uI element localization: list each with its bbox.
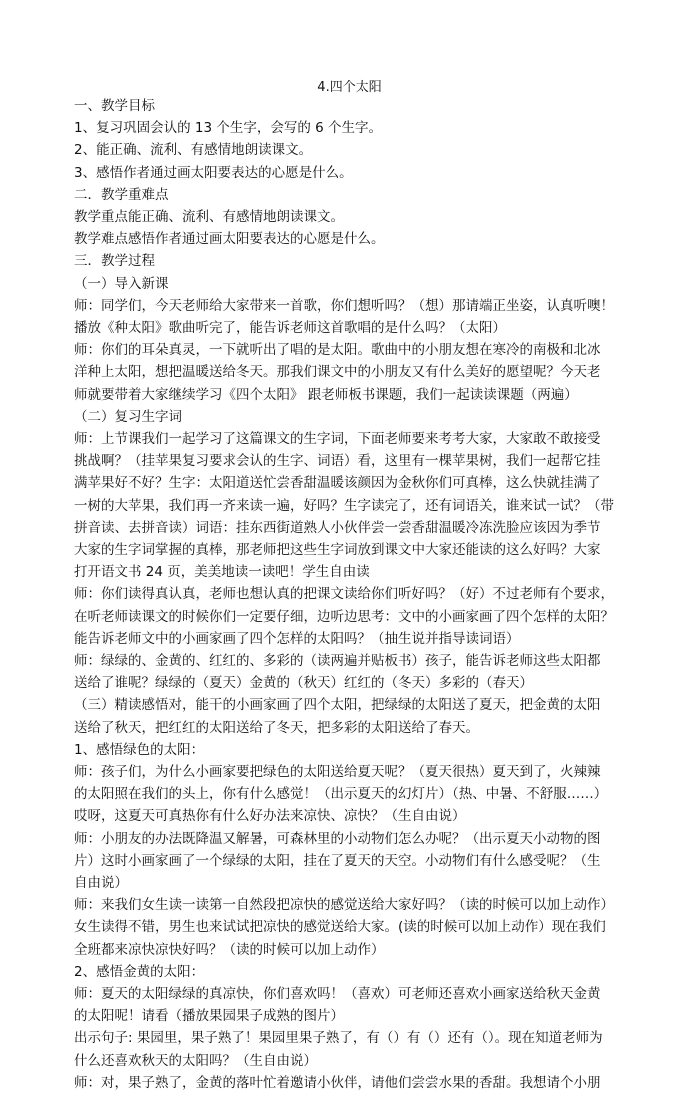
document-line: 播放《种太阳》歌曲听完了，能告诉老师这首歌唱的是什么吗？（太阳） (74, 320, 506, 336)
document-line: 哎呀，这夏天可真热你有什么好办法来凉快、凉快？（生自由说） (74, 808, 466, 825)
document-line: 1、感悟绿色的太阳： (74, 741, 205, 758)
document-line: 洋种上太阳，想把温暖送给冬天。那我们课文中的小朋友又有什么美好的愿望呢？今天老 (74, 364, 601, 381)
document-title: 4.四个太阳 (317, 80, 382, 95)
document-line: 拼音读、去拼音读）词语：挂东西街道熟人小伙伴尝一尝香甜温暖冷冻洗脸应该因为季节 (74, 519, 601, 536)
document-line: （三）精读感悟对，能干的小画家画了四个太阳，把绿绿的太阳送了夏天，把金黄的太阳 (74, 697, 601, 714)
document-line: 打开语文书 24 页，美美地读一读吧！学生自由读 (74, 564, 370, 581)
document-line: 2、感悟金黄的太阳： (74, 963, 205, 980)
document-line: 师：上节课我们一起学习了这篇课文的生字词，下面老师要来考考大家，大家敢不敢接受 (74, 431, 601, 447)
document-line: 师就要带着大家继续学习《四个太阳》 跟老师板书课题，我们一起读读课题（两遍） (74, 386, 578, 403)
document-line: 1、复习巩固会认的 13 个生字，会写的 6 个生字。 (74, 120, 383, 137)
document-line: 教学重点能正确、流利、有感情地朗读课文。 (74, 209, 344, 225)
document-line: 师：绿绿的、金黄的、红红的、多彩的（读两遍并贴板书）孩子，能告诉老师这些太阳都 (74, 653, 601, 669)
document-line: 满苹果好不好？生字：太阳道送忙尝香甜温暖该颜因为金秋你们可真棒，这么快就挂满了 (74, 475, 601, 492)
document-line: 挑战啊？（挂苹果复习要求会认的生字、词语）看，这里有一棵苹果树，我们一起帮它挂 (74, 453, 601, 470)
document-line: 的太阳呢！请看（播放果园果子成熟的图片） (74, 1008, 344, 1025)
document-line: 师：你们的耳朵真灵，一下就听出了唱的是太阳。歌曲中的小朋友想在寒冷的南极和北冰 (74, 342, 601, 359)
document-line: 什么还喜欢秋天的太阳吗？（生自由说） (74, 1052, 317, 1069)
document-line: 大家的生字词掌握的真棒，那老师把这些生字词放到课文中大家还能读的这么好吗？大家 (74, 542, 601, 558)
document-line: 二．教学重难点 (74, 186, 169, 203)
document-line: 三．教学过程 (74, 253, 155, 270)
document-line: 送给了秋天，把红红的太阳送给了冬天，把多彩的太阳送给了春天。 (74, 719, 479, 736)
document-line: 片）这时小画家画了一个绿绿的太阳，挂在了夏天的天空。小动物们有什么感受呢？（生 (74, 852, 601, 869)
document-line: 教学难点感悟作者通过画太阳要表达的心愿是什么。 (74, 231, 385, 248)
document-line: 师：你们读得真认真，老师也想认真的把课文读给你们听好吗？（好）不过老师有个要求， (74, 586, 614, 603)
document-line: 女生读得不错，男生也来试试把凉快的感觉送给大家。(读的时候可以加上动作）现在我们 (74, 919, 606, 936)
document-line: 2、能正确、流利、有感情地朗读课文。 (74, 142, 313, 159)
document-line: 师：孩子们，为什么小画家要把绿色的太阳送给夏天呢？（夏天很热）夏天到了，火辣辣 (74, 764, 601, 780)
document-line: （一）导入新课 (74, 275, 169, 292)
document-line: 自由说） (74, 875, 128, 891)
document-line: 能告诉老师文中的小画家画了四个怎样的太阳吗？（抽生说并指导读词语） (74, 630, 520, 647)
document-line: 出示句子: 果园里，果子熟了！果园里果子熟了，有（）有（）还有（）。现在知道老师为 (74, 1030, 603, 1047)
document-line: 一树的大苹果，我们再一齐来读一遍，好吗？生字读完了，还有词语关，谁来试一试？（带 (74, 497, 614, 514)
document-line: 师：对，果子熟了，金黄的落叶忙着邀请小伙伴，请他们尝尝水果的香甜。我想请个小朋 (74, 1074, 601, 1091)
document-line: 师：小朋友的办法既降温又解暑，可森林里的小动物们怎么办呢？（出示夏天小动物的图 (74, 830, 601, 847)
document-line: 师：夏天的太阳绿绿的真凉快，你们喜欢吗！（喜欢）可老师还喜欢小画家送给秋天金黄 (74, 986, 601, 1002)
document-line: 3、感悟作者通过画太阳要表达的心愿是什么。 (74, 164, 353, 181)
document-line: （二）复习生字词 (74, 408, 182, 425)
document-line: 送给了谁呢？绿绿的（夏天）金黄的（秋天）红红的（冬天）多彩的（春天） (74, 675, 533, 692)
document-line: 在听老师读课文的时候你们一定要仔细，边听边思考：文中的小画家画了四个怎样的太阳？ (74, 608, 614, 625)
document-line: 全班都来凉快凉快好吗？（读的时候可以加上动作） (74, 941, 385, 958)
document-line: 一、教学目标 (74, 98, 155, 114)
document-line: 师：同学们，今天老师给大家带来一首歌，你们想听吗？（想）那请端正坐姿，认真听噢！ (74, 297, 614, 314)
document-line: 师：来我们女生读一读第一自然段把凉快的感觉送给大家好吗？（读的时候可以加上动作） (74, 897, 614, 914)
document-line: 的太阳照在我们的头上，你有什么感觉！（出示夏天的幻灯片）（热、中暑、不舒服……） (74, 786, 608, 803)
